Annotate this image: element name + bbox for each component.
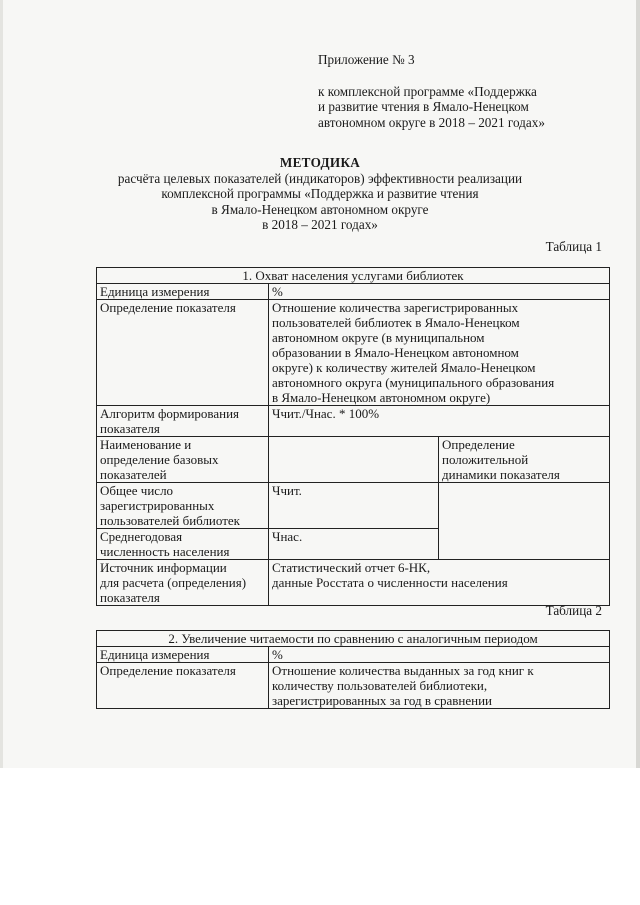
base-indicators-empty (269, 437, 439, 483)
table1-header-row (97, 268, 610, 284)
table-row (97, 647, 610, 663)
table-row (97, 437, 610, 483)
algorithm-label-line: Алгоритм формирования (100, 406, 240, 421)
appendix-line: автономном округе в 2018 – 2021 годах» (318, 114, 545, 130)
population-label-line: численность населения (100, 544, 230, 559)
appendix-line: к комплексной программе «Поддержка (318, 83, 537, 99)
definition-line: Отношение количества зарегистрированных (272, 300, 519, 315)
source-label (97, 560, 269, 606)
title-line: в 2018 – 2021 годах» (262, 217, 378, 232)
table2-caption: Таблица 2 (545, 603, 602, 618)
definition-value (269, 663, 610, 709)
definition-label: Определение показателя (97, 663, 269, 709)
table1-caption: Таблица 1 (545, 239, 602, 254)
readers-label (97, 483, 269, 529)
definition-line: Отношение количества выданных за год книг к (272, 663, 534, 678)
unit-label: Единица измерения (97, 647, 269, 663)
population-label-line: Среднегодовая (100, 529, 183, 544)
unit-value: % (269, 284, 610, 300)
readers-label-line: зарегистрированных (100, 498, 215, 513)
unit-value: % (269, 647, 610, 663)
readers-label-line: пользователей библиотек (100, 513, 240, 528)
population-value: Чнас. (269, 529, 439, 560)
dynamics-line: динамики показателя (442, 467, 560, 482)
source-value-line: Статистический отчет 6-НК, (272, 560, 431, 575)
definition-line: образовании в Ямало-Ненецком автономном (272, 345, 519, 360)
base-indicators-label (97, 437, 269, 483)
algorithm-value: Ччит./Чнас. * 100% (269, 406, 610, 437)
readers-label-line: Общее число (100, 483, 174, 498)
definition-line: количеству пользователей библиотеки, (272, 678, 488, 693)
algorithm-label (97, 406, 269, 437)
title-line: расчёта целевых показателей (индикаторов) эффективности реализации (117, 170, 523, 186)
title-line: в Ямало-Ненецком автономном округе (211, 201, 429, 217)
table-row (97, 483, 610, 529)
table2 (96, 630, 610, 709)
positive-dynamics (439, 437, 610, 483)
appendix-block (318, 52, 545, 130)
page-left-edge (0, 0, 3, 768)
dynamics-line: положительной (442, 452, 529, 467)
table-row (97, 560, 610, 606)
source-label-line: для расчета (определения) (100, 575, 247, 590)
readers-value: Ччит. (269, 483, 439, 529)
table-row (97, 663, 610, 709)
definition-line: автономного округа (муниципального образования (272, 375, 555, 390)
source-label-line: Источник информации (100, 560, 227, 575)
table-row (97, 406, 610, 437)
table2-header: 2. Увеличение читаемости по сравнению с аналогичным периодом (97, 631, 610, 647)
base-label-line: Наименование и (100, 437, 192, 452)
definition-line: в Ямало-Ненецком автономном округе) (272, 390, 491, 405)
base-label-line: определение базовых (100, 452, 219, 467)
table2-header-row (97, 631, 610, 647)
algorithm-label-line: показателя (100, 421, 160, 436)
unit-label: Единица измерения (97, 284, 269, 300)
definition-line: зарегистрированных за год в сравнении (272, 693, 492, 708)
table-row (97, 300, 610, 406)
base-label-line: показателей (100, 467, 167, 482)
title-line: комплексной программы «Поддержка и развитие чтения (161, 186, 479, 201)
table1-header: 1. Охват населения услугами библиотек (97, 268, 610, 284)
source-label-line: показателя (100, 590, 160, 605)
page-right-edge (636, 0, 640, 768)
definition-line: округе) к количеству жителей Ямало-Ненецком (272, 360, 536, 375)
table1 (96, 267, 610, 606)
appendix-line: и развитие чтения в Ямало-Ненецком (318, 99, 529, 114)
population-label (97, 529, 269, 560)
definition-line: пользователей библиотек в Ямало-Ненецком (272, 315, 520, 330)
source-value (269, 560, 610, 606)
definition-label: Определение показателя (97, 300, 269, 406)
table-row (97, 284, 610, 300)
definition-line: автономном округе (в муниципальном (272, 330, 485, 345)
title-heading: МЕТОДИКА (279, 155, 361, 170)
appendix-number: Приложение № 3 (318, 52, 415, 67)
definition-value (269, 300, 610, 406)
dynamics-empty (439, 483, 610, 560)
source-value-line: данные Росстата о численности населения (272, 575, 508, 590)
dynamics-line: Определение (442, 437, 515, 452)
document-title (100, 155, 540, 233)
